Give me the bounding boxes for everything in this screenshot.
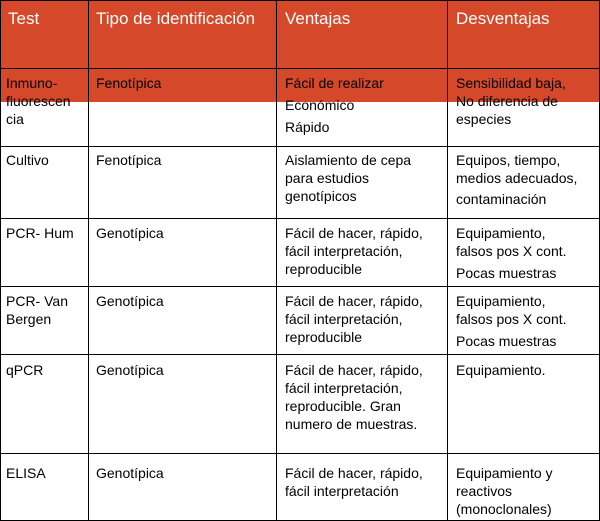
grid-vline	[88, 0, 89, 521]
cell-line: numero de muestras.	[285, 416, 418, 432]
table-row-2-tipo: Genotípica	[96, 225, 164, 241]
header-test: Test	[8, 9, 40, 28]
table-row-3-tipo: Genotípica	[96, 293, 164, 309]
cell-line: Fácil de hacer, rápido,	[285, 293, 423, 309]
cell-line: Aislamiento de cepa	[285, 152, 412, 168]
cell-line: Rápido	[285, 119, 330, 135]
grid-hline	[0, 286, 600, 287]
cell-line: reproducible	[285, 261, 363, 277]
cell-line: ELISA	[6, 465, 46, 481]
grid-hline	[0, 0, 600, 1]
grid-vline	[276, 0, 277, 521]
grid-hline	[0, 218, 600, 219]
cell-line: Equipos, tiempo,	[456, 152, 561, 168]
cell-line: PCR- Van	[6, 293, 68, 309]
cell-line: Bergen	[6, 311, 52, 327]
table-row-4-desventajas	[456, 361, 546, 379]
grid-vline	[0, 0, 1, 521]
table-row-4-ventajas	[285, 361, 423, 433]
grid-hline	[0, 68, 600, 69]
table-row-2-desventajas	[456, 224, 567, 282]
table-row-3-desventajas	[456, 292, 567, 350]
cell-line: Fácil de realizar	[285, 75, 384, 91]
cell-line: Equipamiento,	[456, 225, 546, 241]
cell-line: Equipamiento.	[456, 362, 546, 378]
table-row-5-desventajas	[456, 464, 553, 518]
cell-line: fácil interpretación,	[285, 380, 403, 396]
table-row-1-ventajas	[285, 151, 411, 205]
cell-line: qPCR	[6, 362, 44, 378]
table-row-0-ventajas	[285, 74, 384, 136]
cell-line: reproducible. Gran	[285, 398, 401, 414]
cell-line: falsos pos X cont.	[456, 243, 567, 259]
cell-line: Fácil de hacer, rápido,	[285, 225, 423, 241]
grid-vline	[447, 0, 448, 521]
grid-hline	[0, 354, 600, 355]
cell-line: fácil interpretación	[285, 483, 399, 499]
cell-line: reproducible	[285, 329, 363, 345]
cell-line: falsos pos X cont.	[456, 311, 567, 327]
cell-line: Cultivo	[6, 152, 49, 168]
cell-line: especies	[456, 111, 512, 127]
cell-line: cia	[6, 111, 24, 127]
table-row-0-desventajas	[456, 74, 566, 128]
cell-line: Equipamiento y	[456, 465, 553, 481]
cell-line: Sensibilidad baja,	[456, 75, 566, 91]
cell-line: Pocas muestras	[456, 333, 557, 349]
table-row-4-tipo: Genotípica	[96, 362, 164, 378]
cell-line: contaminación	[456, 191, 547, 207]
cell-line: reactivos	[456, 483, 513, 499]
cell-line: para estudios	[285, 170, 370, 186]
table-row-5-ventajas	[285, 464, 423, 500]
table-row-3-test	[6, 292, 68, 328]
table-row-0-tipo: Fenotípica	[96, 75, 162, 91]
cell-line: Pocas muestras	[456, 265, 557, 281]
cell-line: medios adecuados,	[456, 170, 578, 186]
table-row-5-test	[6, 464, 46, 482]
table-row-0-test	[6, 74, 71, 128]
cell-line: PCR- Hum	[6, 225, 74, 241]
table-row-3-ventajas	[285, 292, 423, 346]
header-ventajas: Ventajas	[285, 9, 351, 28]
header-desventajas: Desventajas	[456, 9, 550, 28]
table-row-5-tipo: Genotípica	[96, 465, 164, 481]
grid-hline	[0, 453, 600, 454]
cell-line: fácil interpretación,	[285, 243, 403, 259]
header-tipo: Tipo de identificación	[96, 9, 256, 28]
table-row-1-test	[6, 151, 49, 169]
cell-line: Inmuno-	[6, 75, 58, 91]
table-row-1-tipo: Fenotípica	[96, 152, 162, 168]
table-row-4-test	[6, 361, 43, 379]
table-row-2-ventajas	[285, 224, 423, 278]
cell-line: Equipamiento,	[456, 293, 546, 309]
grid-hline	[0, 146, 600, 147]
cell-line: (monoclonales)	[456, 501, 552, 517]
cell-line: No diferencia de	[456, 93, 558, 109]
cell-line: Fácil de hacer, rápido,	[285, 362, 423, 378]
table-row-1-desventajas	[456, 151, 577, 208]
cell-line: genotípicos	[285, 188, 357, 204]
cell-line: fluorescen	[6, 93, 71, 109]
cell-line: Económico	[285, 97, 355, 113]
cell-line: fácil interpretación,	[285, 311, 403, 327]
cell-line: Fácil de hacer, rápido,	[285, 465, 423, 481]
table-row-2-test	[6, 224, 74, 242]
